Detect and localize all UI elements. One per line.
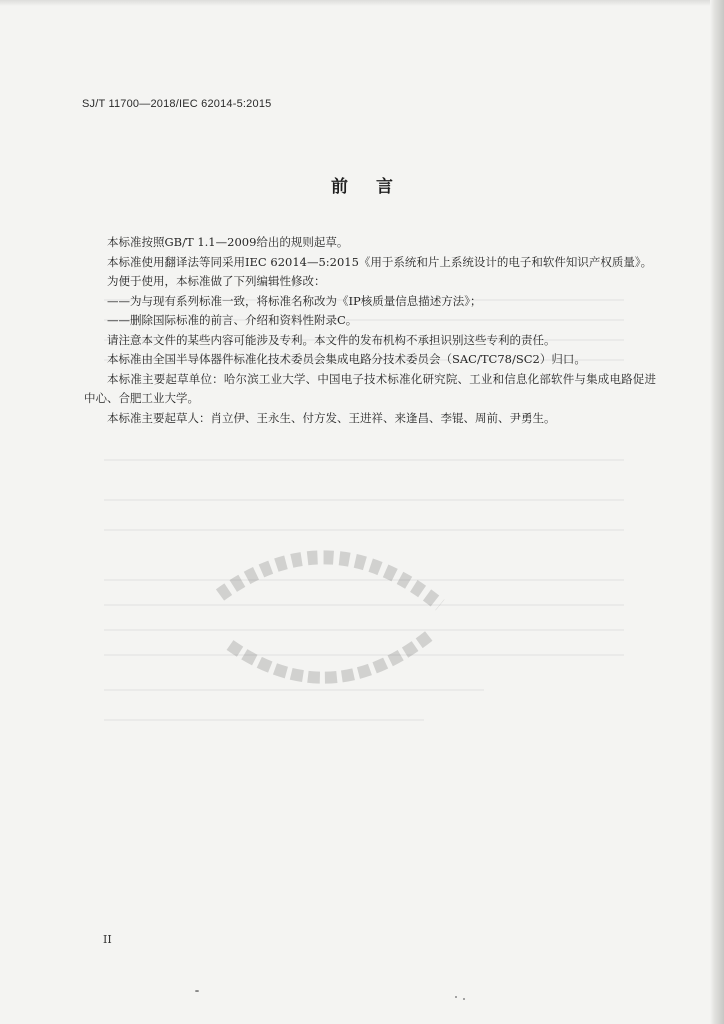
paragraph: 本标准使用翻译法等同采用IEC 62014—5:2015《用于系统和片上系统设计的电子和软件知识产权质量》。: [107, 254, 653, 269]
show-through-seal: [210, 535, 450, 700]
page-number: II: [103, 933, 112, 946]
paragraph: 本标准主要起草单位：哈尔滨工业大学、中国电子技术标准化研究院、工业和信息化部软件与集成电路促进中心、合肥工业大学。: [84, 371, 656, 405]
paragraph: 本标准由全国半导体器件标准化技术委员会集成电路分技术委员会（SAC/TC78/SC2）归口。: [107, 352, 586, 366]
scan-speck: [463, 998, 465, 1000]
paragraph: 为便于使用，本标准做了下列编辑性修改：: [107, 274, 326, 288]
page-title: 前言: [331, 177, 421, 197]
scan-speck: [195, 990, 199, 992]
scan-top-shadow: [0, 0, 724, 6]
scan-speck: [455, 996, 457, 998]
list-item: ——删除国际标准的前言、介绍和资料性附录C。: [107, 313, 358, 327]
foreword-body: [84, 233, 656, 428]
paragraph: 本标准主要起草人：肖立伊、王永生、付方发、王进祥、来逢昌、李锟、周前、尹勇生。: [107, 410, 556, 425]
list-item: ——为与现有系列标准一致，将标准名称改为《IP核质量信息描述方法》；: [107, 293, 482, 308]
document-code: SJ/T 11700—2018/IEC 62014-5:2015: [82, 98, 272, 110]
paragraph: 本标准按照GB/T 1.1—2009给出的规则起草。: [107, 235, 349, 249]
paragraph: 请注意本文件的某些内容可能涉及专利。本文件的发布机构不承担识别这些专利的责任。: [107, 332, 556, 347]
scan-right-edge: [710, 0, 724, 1024]
